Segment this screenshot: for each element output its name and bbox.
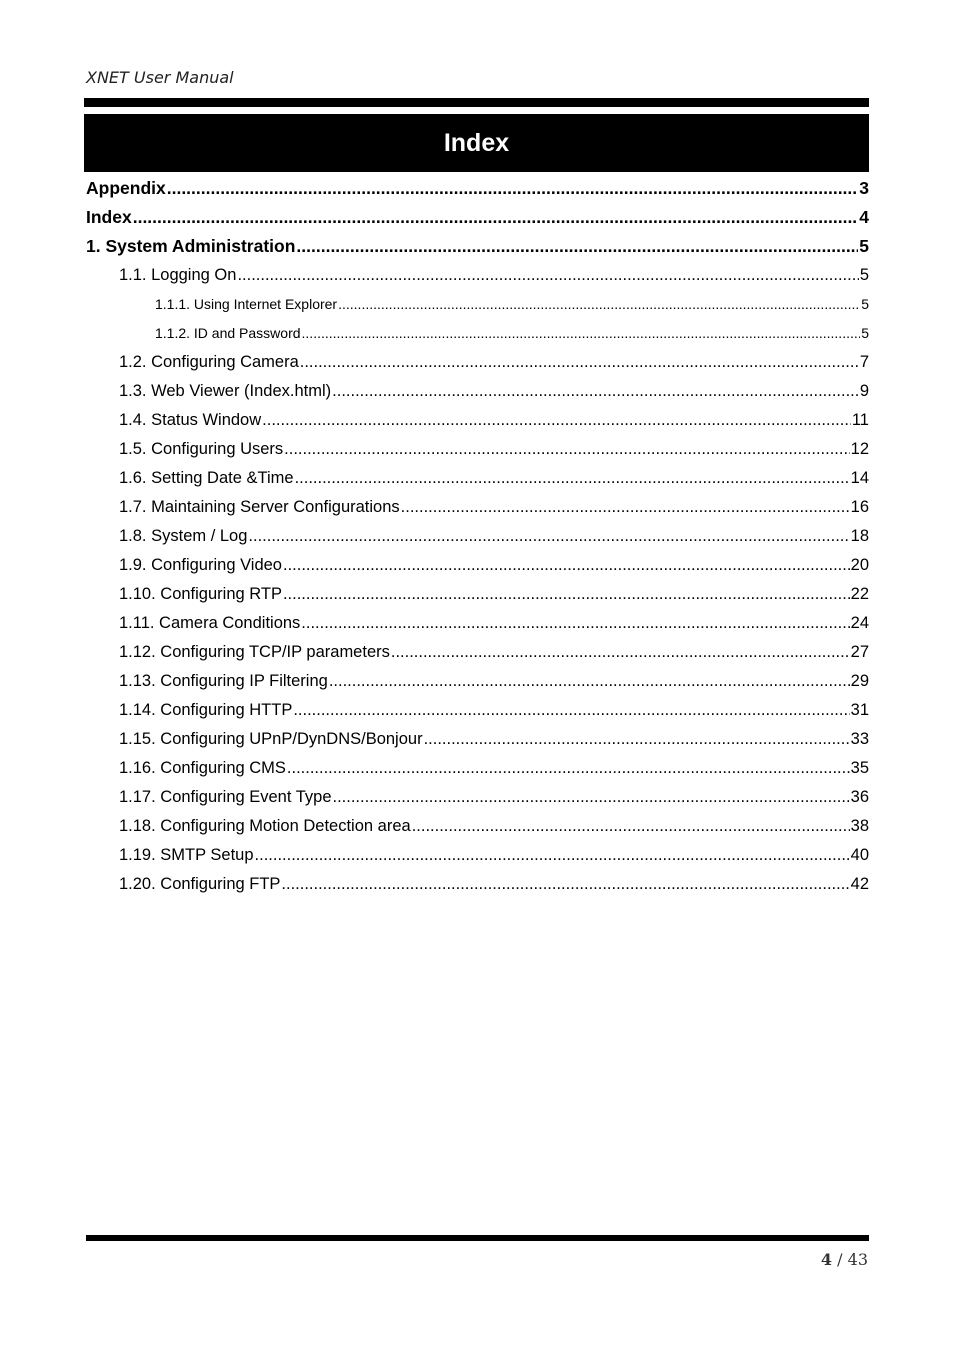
toc-entry[interactable] — [86, 812, 869, 841]
toc-entry-label: 1.1. Logging On — [119, 266, 237, 284]
toc-entry-page: 5 — [859, 266, 869, 284]
toc-dot-leader — [293, 696, 849, 725]
toc-entry[interactable] — [86, 754, 869, 783]
toc-entry[interactable] — [86, 348, 869, 377]
toc-entry-label: 1.18. Configuring Motion Detection area — [119, 817, 411, 835]
toc-entry[interactable] — [86, 667, 869, 696]
toc-entry[interactable] — [86, 696, 869, 725]
toc-entry[interactable] — [86, 464, 869, 493]
header-rule — [84, 98, 869, 107]
toc-entry[interactable] — [86, 406, 869, 435]
toc-entry-label: 1.12. Configuring TCP/IP parameters — [119, 643, 390, 661]
page-title: Index — [443, 128, 510, 157]
page-separator: / — [837, 1250, 843, 1269]
toc-dot-leader — [300, 348, 859, 377]
toc-entry-page: 7 — [859, 353, 869, 371]
toc-entry-page: 40 — [850, 846, 869, 864]
toc-dot-leader — [295, 464, 850, 493]
toc-entry-label: 1.8. System / Log — [119, 527, 248, 545]
toc-entry[interactable] — [86, 522, 869, 551]
toc-entry-page: 5 — [859, 236, 869, 256]
toc-entry[interactable] — [86, 203, 869, 232]
toc-entry-label: 1.11. Camera Conditions — [119, 614, 301, 632]
toc-entry-label: 1.10. Configuring RTP — [119, 585, 282, 603]
toc-dot-leader — [281, 870, 849, 899]
toc-entry-label: 1.2. Configuring Camera — [119, 353, 299, 371]
toc-entry[interactable] — [86, 725, 869, 754]
toc-dot-leader — [287, 754, 850, 783]
toc-dot-leader — [284, 435, 849, 464]
toc-entry[interactable] — [86, 435, 869, 464]
toc-dot-leader — [237, 261, 858, 290]
toc-dot-leader — [255, 841, 850, 870]
toc-entry[interactable] — [86, 232, 869, 261]
toc-dot-leader — [301, 609, 849, 638]
toc-dot-leader — [412, 812, 850, 841]
toc-entry-page: 5 — [861, 296, 869, 312]
toc-dot-leader — [167, 174, 859, 203]
toc-entry-label: 1. System Administration — [86, 236, 296, 256]
toc-entry-page: 20 — [850, 556, 869, 574]
toc-entry-label: 1.13. Configuring IP Filtering — [119, 672, 328, 690]
toc-entry-label: 1.6. Setting Date &Time — [119, 469, 294, 487]
toc-entry-page: 29 — [850, 672, 869, 690]
footer-rule — [86, 1235, 869, 1241]
toc-entry-page: 36 — [850, 788, 869, 806]
toc-entry-page: 3 — [859, 178, 869, 198]
toc-dot-leader — [338, 290, 860, 319]
toc-entry-label: 1.9. Configuring Video — [119, 556, 282, 574]
toc-dot-leader — [391, 638, 850, 667]
toc-entry[interactable] — [86, 841, 869, 870]
toc-entry-label: Appendix — [86, 178, 166, 198]
toc-entry-page: 16 — [850, 498, 869, 516]
toc-entry[interactable] — [86, 870, 869, 899]
toc-dot-leader — [401, 493, 850, 522]
toc-entry-label: 1.1.1. Using Internet Explorer — [155, 296, 338, 312]
toc-entry[interactable] — [86, 319, 869, 348]
table-of-contents — [86, 174, 869, 899]
toc-entry-label: 1.7. Maintaining Server Configurations — [119, 498, 400, 516]
toc-dot-leader — [296, 232, 858, 261]
toc-entry-label: 1.19. SMTP Setup — [119, 846, 254, 864]
toc-entry[interactable] — [86, 493, 869, 522]
toc-entry-page: 12 — [850, 440, 869, 458]
toc-entry[interactable] — [86, 377, 869, 406]
toc-entry-page: 42 — [850, 875, 869, 893]
toc-dot-leader — [283, 551, 850, 580]
toc-dot-leader — [283, 580, 850, 609]
toc-entry-label: 1.15. Configuring UPnP/DynDNS/Bonjour — [119, 730, 423, 748]
toc-entry-page: 38 — [850, 817, 869, 835]
toc-dot-leader — [329, 667, 850, 696]
toc-entry-page: 5 — [861, 325, 869, 341]
toc-dot-leader — [333, 783, 850, 812]
toc-entry[interactable] — [86, 580, 869, 609]
toc-entry[interactable] — [86, 290, 869, 319]
toc-entry[interactable] — [86, 783, 869, 812]
toc-dot-leader — [424, 725, 850, 754]
toc-entry-label: 1.14. Configuring HTTP — [119, 701, 293, 719]
toc-entry-page: 9 — [859, 382, 869, 400]
page-number — [821, 1250, 868, 1269]
toc-entry-page: 14 — [850, 469, 869, 487]
toc-entry-label: 1.3. Web Viewer (Index.html) — [119, 382, 332, 400]
toc-entry-label: 1.1.2. ID and Password — [155, 325, 301, 341]
toc-entry[interactable] — [86, 551, 869, 580]
toc-entry-page: 31 — [850, 701, 869, 719]
toc-entry-label: 1.20. Configuring FTP — [119, 875, 281, 893]
toc-entry-label: 1.16. Configuring CMS — [119, 759, 286, 777]
toc-entry-page: 4 — [859, 207, 869, 227]
toc-entry-page: 35 — [850, 759, 869, 777]
toc-entry-label: 1.5. Configuring Users — [119, 440, 284, 458]
toc-dot-leader — [262, 406, 851, 435]
toc-entry-page: 11 — [851, 411, 869, 429]
toc-dot-leader — [248, 522, 849, 551]
toc-entry[interactable] — [86, 261, 869, 290]
toc-entry-label: 1.17. Configuring Event Type — [119, 788, 332, 806]
toc-dot-leader — [133, 203, 859, 232]
total-pages: 43 — [847, 1250, 868, 1269]
toc-entry[interactable] — [86, 638, 869, 667]
running-header: XNET User Manual — [86, 68, 234, 87]
toc-entry-page: 33 — [850, 730, 869, 748]
toc-dot-leader — [302, 319, 861, 348]
toc-entry-page: 22 — [850, 585, 869, 603]
toc-entry-page: 27 — [850, 643, 869, 661]
toc-entry-label: Index — [86, 207, 132, 227]
toc-entry[interactable] — [86, 609, 869, 638]
toc-entry-page: 18 — [850, 527, 869, 545]
toc-dot-leader — [332, 377, 859, 406]
toc-entry-page: 24 — [850, 614, 869, 632]
title-banner — [84, 114, 869, 172]
current-page: 4 — [820, 1250, 833, 1269]
toc-entry-label: 1.4. Status Window — [119, 411, 262, 429]
toc-entry[interactable] — [86, 174, 869, 203]
